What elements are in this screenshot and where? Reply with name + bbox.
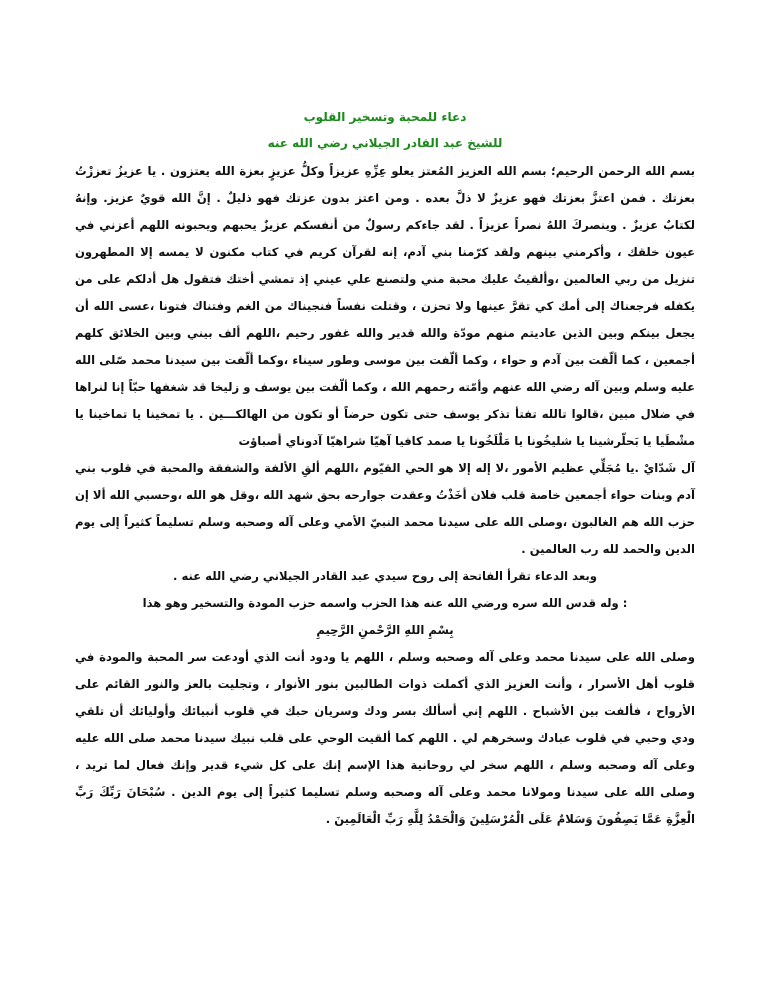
body-paragraph-3: وصلى الله على سيدنا محمد وعلى آله وصحبه وسلم ، اللهم يا ودود أنت الذي أودعت سر المحبة والمودة في قلوب أهل الأسرار ، وأنت العزيز الذي أكملت ذوات الطالبين بنور الأنوار ، وتجليت بالعز والنور القائم على الأرواح ، فألفت بين الأشباح . اللهم إني أسألك بسر ودك وسريان حبك في قلوب أنبيائك وأوليائك أن تلقي ودي وحبي في قلوب عبادك وسخرهم لي . اللهم كما ألقيت الوحي على قلب نبيك سيدنا محمد صلى الله عليه وعلى آله وصحبه وسلم ، اللهم سخر لي روحانية هذا الإسم إنك على كل شيء قدير وإنك فعال لما تريد ، وصلى الله على سيدنا ومولانا محمد وعلى آله وصحبه وسلم تسليما كثيراً إلى يوم الدين . سُبْحَانَ رَبِّكَ رَبِّ الْعِزَّةِ عَمَّا يَصِفُونَ وَسَلامٌ عَلَى الْمُرْسَلِينَ وَالْحَمْدُ لِلَّهِ رَبِّ الْعَالَمِينَ . (75, 650, 695, 826)
document-page (75, 104, 695, 833)
body-paragraph-1: بسم الله الرحمن الرحيم؛ بسم الله العزيز المُعتز يعلو عِزِّهِ عزيزاً وكلُّ عزيزٍ بعزة الله يعتزون . يا عزيزُ تعززْتُ بعزتك . فمن اعتزَّ بعزتك فهو عزيزٌ لا ذلَّ بعده . ومن اعتز بدون عزتك فهو ذليلٌ . إنَّ الله قويٌ عزيز. وإنهُ لكتابٌ عزيزٌ . وينصركَ اللهُ نصراً عزيزاً . لقد جاءكم رسولٌ من أنفسكم عزيزٌ يحبهم ويحبونه اللهم أعزني في عيون خلقك ، وأكرمني بينهم ولقد كرّمنا بني آدم، إنه لقرآن كريم في كتاب مكنون لا يمسه إلا المطهرون تنزيل من ربي العالمين ،وألقيتُ عليك محبة مني ولتصنع علي عيني إذ تمشي أختك فتقول هل أدلكم على من يكفله فرجعناك إلى أمك كي تقرَّ عينها ولا تحزن ، وقتلت نفساً فنجيناك من الغم وفتناك فتونا ،عسى الله أن يجعل بينكم وبين الذين عاديتم منهم مودّة والله قدير والله غفور رحيم ،اللهم ألف بيني وبين الخلائق كلهم أجمعين ، كما ألّفت بين آدم و حواء ، وكما ألّفت بين موسى وطور سيناء ،وكما ألّفت بين سيدنا محمد صّلى الله عليه وسلم وبين آله رضي الله عنهم وأمّته رحمهم الله ، وكما ألّفت بين يوسف و زليخا قد شغفها حبّاً إنا لنراها في ضلال مبين ،قالوا تالله تفتأ تذكر يوسف حتى تكون حرضاً أو تكون من الهالكـــين . يا تمخينا يا تماخينا يا مشْطَيا يا بَحلّرشينا يا شليخُونا يا مَلْلَخُونا يا صمد كافيا آهيّا شراهيّا آدوناي أصباؤت (75, 164, 695, 448)
basmala: بِسْمِ اللهِ الرَّحْمنِ الرَّحِيمِ (316, 623, 454, 637)
body-paragraph-2: آل شَدّايْ .يا مُجَلِّي عظيم الأمور ،لا إله إلا هو الحي القيّوم ،اللهم ألقِ الألفة والشفقة والمحبة في قلوب بني آدم وبنات حواء أجمعين خاصة قلب فلان أخَذْتُ وعقدت جوارحه بحق شهد الله ،وقل هو الله ،وحسبي الله ألا إن حزب الله هم الغالبون ،وصلى الله على سيدنا محمد النبيّ الأمي وعلى آله وصحبه وسلم تسليماً كثيراً إلى يوم الدين والحمد لله رب العالمين . (75, 461, 695, 556)
document-title: دعاء للمحبة وتسخير القلوب (303, 110, 467, 124)
document-subtitle: للشيخ عبد القادر الجيلاني رضي الله عنه (267, 136, 503, 150)
fatiha-instruction: وبعد الدعاء تقرأ الفاتحة إلى روح سيدي عبد القادر الجيلاني رضي الله عنه . (173, 569, 597, 583)
hizb-introduction: : وله قدس الله سره ورضي الله عنه هذا الحزب واسمه حزب المودة والتسخير وهو هذا (142, 596, 628, 610)
